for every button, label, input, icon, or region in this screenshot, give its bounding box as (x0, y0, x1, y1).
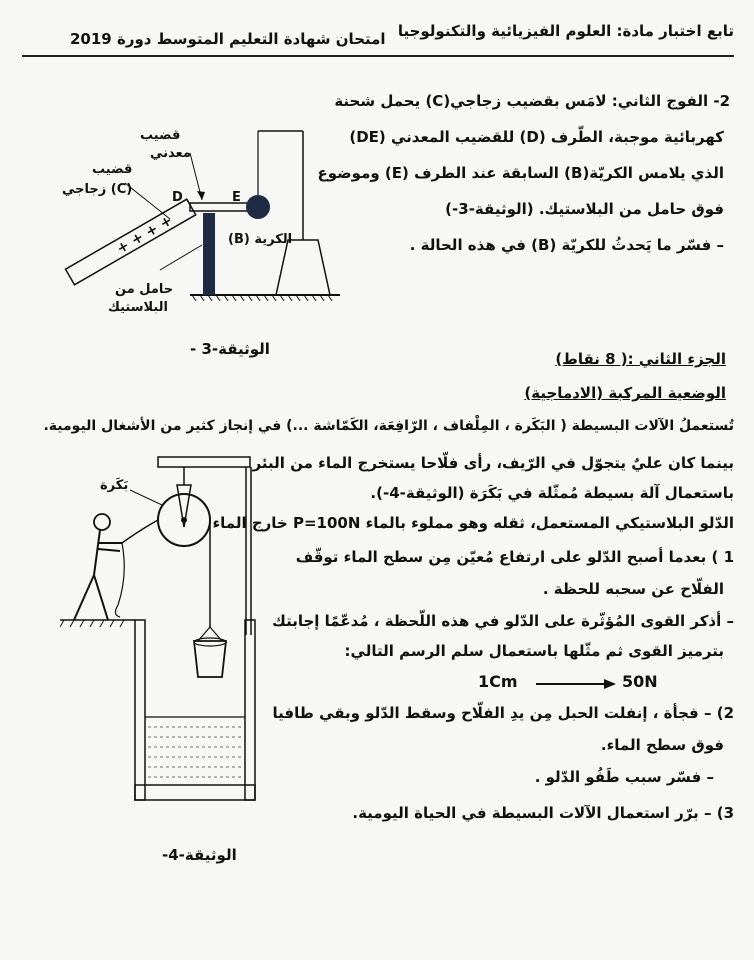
p2-line-3: باستعمال آلة بسيطة مُمثّلة في بَكَرَة (الوثيقة-4-). (370, 484, 734, 502)
label-stand-1: حامل من (115, 282, 174, 297)
sec2-line-5: – فسّر ما يَحدثُ للكريّة (B) في هذه الحالة . (409, 236, 724, 254)
p2-line-5: 1 ) بعدما أصبح الدّلو على ارتفاع مُعيّن مِن سطح الماء توقّف (295, 548, 734, 566)
label-pulley: بَكَرة (100, 478, 129, 493)
p2-line-8: بترميز القوى ثم مثّلها باستعمال سلم الرسم التالي: (344, 642, 724, 660)
doc4-figure (60, 455, 275, 805)
p2-line-6: الفلّاح عن سحبه للحظة . (542, 580, 724, 598)
label-ball: الكرية (B) (228, 232, 293, 247)
label-metal-rod-1: قضيب (140, 128, 181, 143)
doc4-caption: الوثيقة-4- (162, 846, 237, 864)
part2-title: الجزء الثاني :( 8 نقاط) (555, 350, 726, 368)
sec2-line-1: 2- الفوج الثاني: لامَس بقضيب زجاجي(C) يحمل شحنة (334, 92, 730, 110)
scale-arrow (536, 676, 616, 692)
p2-line-2: بينما كان عليٌ يتجوّل في الرّيف، رأى فلّاحا يستخرج الماء من البئر (252, 454, 734, 472)
farmer-head (94, 514, 110, 530)
header-subject: تابع اختبار مادة: العلوم الفيزيائية والتكنولوجيا (397, 22, 734, 40)
p2-line-1: تُستعملُ الآلات البسيطة ( البَكَرة ، المِلْفاف ، الرّافِعَة، الكَمّاشة ...) في إنجاز كثير من الأشغال اليومية. (43, 418, 734, 434)
scale-left: 1Cm (478, 672, 518, 691)
p2-line-10: فوق سطح الماء. (600, 736, 724, 754)
sec2-line-2: كهربائية موجبة، الطّرف (D) للقضيب المعدني (DE) (349, 128, 724, 146)
label-glass-rod-1: قضيب (92, 162, 133, 177)
header-exam: امتحان شهادة التعليم المتوسط دورة 2019 (70, 30, 386, 48)
scale-right: 50N (622, 672, 658, 691)
label-D: D (172, 190, 183, 205)
header-divider (22, 55, 734, 57)
plastic-stand (203, 213, 215, 295)
p2-line-7: – أذكر القوى المُؤثّرة على الدّلو في هذه اللّحظة ، مُدعّمًا إجابتك (272, 612, 734, 630)
label-stand-2: البلاستيك (108, 300, 169, 315)
doc3-caption: الوثيقة-3 - (190, 340, 270, 358)
sec2-line-3: الذي يلامس الكريّة(B) السابقة عند الطرف (E) وموضوع (317, 164, 724, 182)
p2-line-4: الدّلو البلاستيكي المستعمل، ثقله وهو مملوء بالماء P=100N خارج الماء (212, 514, 734, 532)
p2-line-11: – فسّر سبب طَفُو الدّلو . (534, 768, 714, 786)
label-E: E (232, 190, 241, 205)
svg-text:+ + + +: + + + + (114, 212, 176, 258)
label-metal-rod-2: معدني (150, 146, 191, 161)
doc3-figure (40, 95, 360, 315)
p2-line-12: 3) – برّر استعمال الآلات البسيطة في الحياة اليومية. (352, 804, 734, 822)
metal-rod (190, 203, 250, 211)
ball-B (246, 195, 270, 219)
part2-subtitle: الوضعية المركبة (الادماجية) (524, 384, 726, 402)
sec2-line-4: فوق حامل من البلاستيك. (الوثيقة-3-) (445, 200, 724, 218)
p2-line-9: 2) – فجأة ، إنفلت الحبل مِن يدِ الفلّاح وسقط الدّلو وبقي طافيا (272, 704, 734, 722)
label-glass-rod: (C) زجاجي (62, 182, 133, 197)
